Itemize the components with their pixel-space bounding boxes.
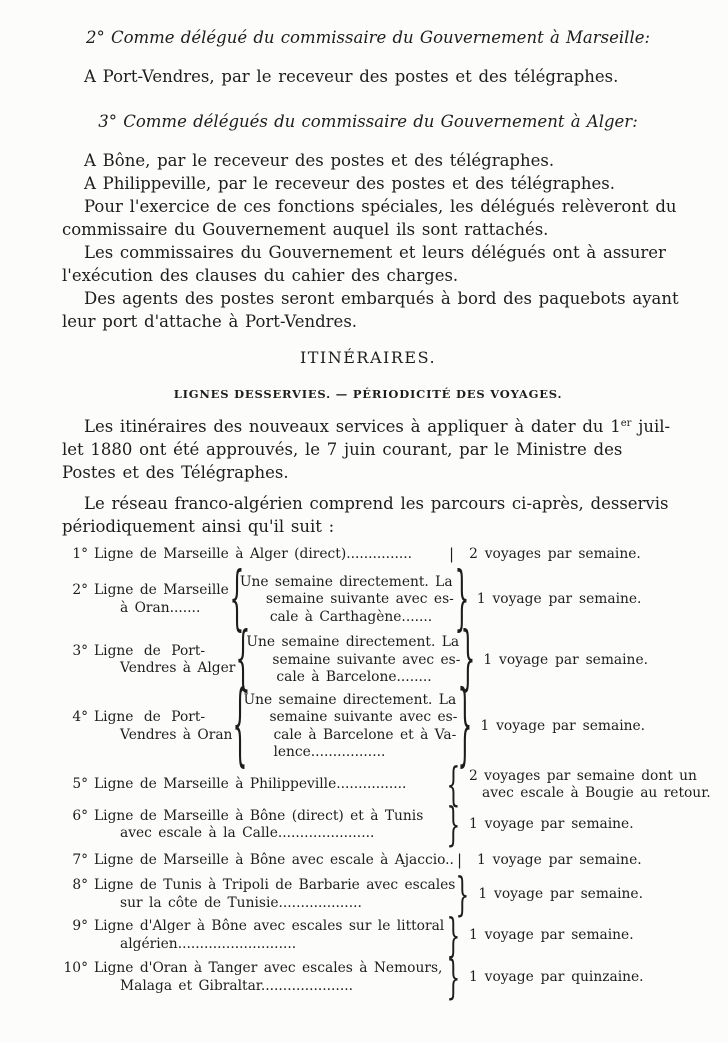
table-row-line-2 — [62, 559, 674, 641]
row-number: 8° — [72, 877, 88, 893]
row-frequency: 1 voyage par semaine. — [476, 591, 642, 607]
row-detail-line-4: lence................. — [273, 744, 386, 760]
row-frequency: 1 voyage par semaine. — [469, 816, 634, 833]
row-label-line-2: Vendres à Alger — [120, 660, 236, 677]
row-label: Ligne de Marseille à Alger (direct)............... — [94, 546, 412, 562]
row-label — [94, 960, 446, 995]
paragraph-agents-line-2: leur port d'attache à Port-Vendres. — [62, 312, 358, 331]
row-label — [94, 643, 235, 678]
right-brace: } — [446, 908, 461, 963]
row-detail — [243, 692, 457, 762]
table-row-line-5 — [62, 758, 711, 812]
left-brace: { — [229, 559, 245, 641]
services-text-after-sup: juil- — [631, 417, 671, 436]
row-label — [94, 709, 232, 744]
row-label-line-2: algérien........................... — [120, 935, 297, 952]
row-number: 1° — [72, 546, 88, 562]
row-left — [62, 852, 454, 870]
table-row-line-3 — [62, 619, 674, 701]
row-label: Ligne de Marseille à Philippeville................ — [94, 776, 407, 793]
row-label-line-1: Ligne d'Alger à Bône avec escales sur le littoral — [94, 918, 445, 934]
row-frequency: 1 voyage par quinzaine. — [469, 968, 644, 985]
row-detail-line-2: semaine suivante avec es- — [269, 709, 458, 725]
row-detail — [246, 634, 460, 687]
table-row-line-8 — [62, 867, 674, 922]
row-detail-line-3: cale à Barcelone........ — [276, 669, 432, 685]
right-brace: } — [446, 950, 461, 1005]
row-left — [62, 877, 455, 912]
row-left — [62, 643, 235, 678]
row-label — [94, 808, 446, 843]
row-left — [62, 918, 446, 953]
column-separator: | — [449, 545, 455, 563]
paragraph-agents-line-1: Des agents des postes seront embarqués à bord des paquebots ayant — [84, 289, 679, 308]
row-left — [62, 808, 446, 843]
row-frequency: 1 voyage par semaine. — [478, 885, 643, 902]
row-label — [94, 918, 446, 953]
row-left — [62, 546, 446, 564]
row-detail-line-1: Une semaine directement. La — [246, 634, 460, 650]
row-label-line-2: sur la côte de Tunisie................... — [120, 894, 362, 911]
paragraph-services-line-3: Postes et des Télégraphes. — [62, 463, 289, 482]
heading-delegates-alger: 3° Comme délégués du commissaire du Gouvernement à Alger: — [98, 112, 638, 131]
row-detail-line-2: semaine suivante avec es- — [272, 651, 461, 668]
section-subtitle: LIGNES DESSERVIES. — PÉRIODICITÉ DES VOYAGES. — [173, 387, 563, 401]
left-brace: { — [232, 674, 248, 779]
row-left — [62, 582, 229, 617]
row-left — [62, 960, 446, 995]
row-frequency — [457, 768, 711, 803]
row-label-line-1: Ligne d'Oran à Tanger avec escales à Nemours, — [94, 960, 443, 976]
row-label-line-1: Ligne de Marseille — [94, 582, 229, 599]
right-brace: } — [455, 867, 470, 922]
paragraph-services — [62, 412, 674, 484]
paragraph-exercice-line-1: Pour l'exercice de ces fonctions spéciales, les délégués relèveront du — [84, 197, 677, 216]
row-frequency-line-1: 2 voyages par semaine dont un — [469, 767, 697, 784]
table-row-line-6 — [62, 798, 674, 852]
row-detail-line-1: Une semaine directement. La — [243, 691, 457, 708]
row-number: 4° — [72, 709, 88, 725]
ordinal-superscript: er — [620, 418, 632, 429]
row-label-line-1: Ligne de Tunis à Tripoli de Barbarie avec escales — [94, 877, 456, 893]
row-label: Ligne de Marseille à Bône avec escale à Ajaccio.. — [94, 851, 454, 868]
row-left — [62, 776, 446, 794]
paragraph-reseau-line-1: Le réseau franco-algérien comprend les parcours ci-après, desservis — [84, 494, 669, 513]
row-label-line-1: Ligne de Port- — [94, 709, 206, 725]
row-label-line-1: Ligne de Marseille à Bône (direct) et à Tunis — [94, 807, 424, 824]
row-label — [94, 877, 455, 912]
right-brace: } — [446, 798, 461, 852]
row-number: 10° — [63, 960, 88, 976]
row-number: 7° — [72, 851, 88, 868]
row-label-line-2: Malaga et Gibraltar..................... — [120, 977, 353, 994]
paragraph-commissaires-line-1: Les commissaires du Gouvernement et leurs délégués ont à assurer — [84, 243, 666, 262]
right-brace: } — [454, 559, 470, 641]
table-row-line-10 — [62, 950, 674, 1005]
row-detail-line-3: cale à Carthagène....... — [269, 608, 433, 625]
heading-delegate-marseille: 2° Comme délégué du commissaire du Gouvernement à Marseille: — [85, 28, 651, 47]
line-philippeville: A Philippeville, par le receveur des postes et des télégraphes. — [84, 174, 616, 193]
row-detail — [240, 574, 454, 627]
paragraph-reseau-line-2: périodiquement ainsi qu'il suit : — [62, 517, 335, 536]
row-detail-line-2: semaine suivante avec es- — [265, 591, 454, 607]
column-separator: | — [456, 850, 463, 869]
left-brace: { — [235, 619, 251, 701]
paragraph-exercice-line-2: commissaire du Gouvernement auquel ils sont rattachés. — [62, 220, 549, 239]
row-number: 2° — [72, 582, 88, 599]
row-frequency: 1 voyage par semaine. — [469, 926, 634, 943]
row-detail-line-3: cale à Barcelone et à Va- — [273, 726, 457, 743]
row-frequency-line-2: avec escale à Bougie au retour. — [482, 785, 711, 801]
row-frequency: 2 voyages par semaine. — [469, 546, 641, 562]
row-frequency: 1 voyage par semaine. — [483, 651, 648, 668]
row-label-line-1: Ligne de Port- — [94, 642, 206, 659]
line-port-vendres: A Port-Vendres, par le receveur des postes et des télégraphes. — [84, 67, 619, 86]
row-detail-line-1: Une semaine directement. La — [239, 573, 453, 590]
row-frequency: 1 voyage par semaine. — [477, 851, 642, 868]
row-number: 9° — [72, 918, 88, 934]
row-label — [94, 582, 229, 617]
paragraph-commissaires-line-2: l'exécution des clauses du cahier des charges. — [62, 266, 459, 285]
left-brace: { — [446, 758, 461, 812]
paragraph-services-line-2: let 1880 ont été approuvés, le 7 juin courant, par le Ministre des — [62, 440, 623, 459]
table-row-line-9 — [62, 908, 674, 963]
row-number: 6° — [72, 807, 88, 824]
row-left — [62, 709, 232, 744]
right-brace: } — [457, 674, 473, 779]
line-bone: A Bône, par le receveur des postes et des télégraphes. — [84, 151, 555, 170]
table-row-line-7 — [62, 852, 674, 870]
row-label-line-2: avec escale à la Calle...................... — [120, 825, 375, 841]
row-label-line-2: Vendres à Oran — [120, 726, 233, 743]
row-label-line-2: à Oran....... — [120, 599, 201, 616]
services-text-before-sup: Les itinéraires des nouveaux services à appliquer à dater du 1 — [84, 417, 621, 436]
row-number: 5° — [72, 776, 88, 793]
table-row-line-1 — [62, 546, 674, 564]
row-number: 3° — [72, 642, 88, 659]
row-frequency: 1 voyage par semaine. — [480, 717, 646, 734]
paragraph-services-line-1 — [62, 412, 674, 438]
right-brace: } — [460, 619, 476, 701]
section-title: ITINÉRAIRES. — [299, 348, 437, 367]
paragraph-reseau — [62, 492, 674, 538]
